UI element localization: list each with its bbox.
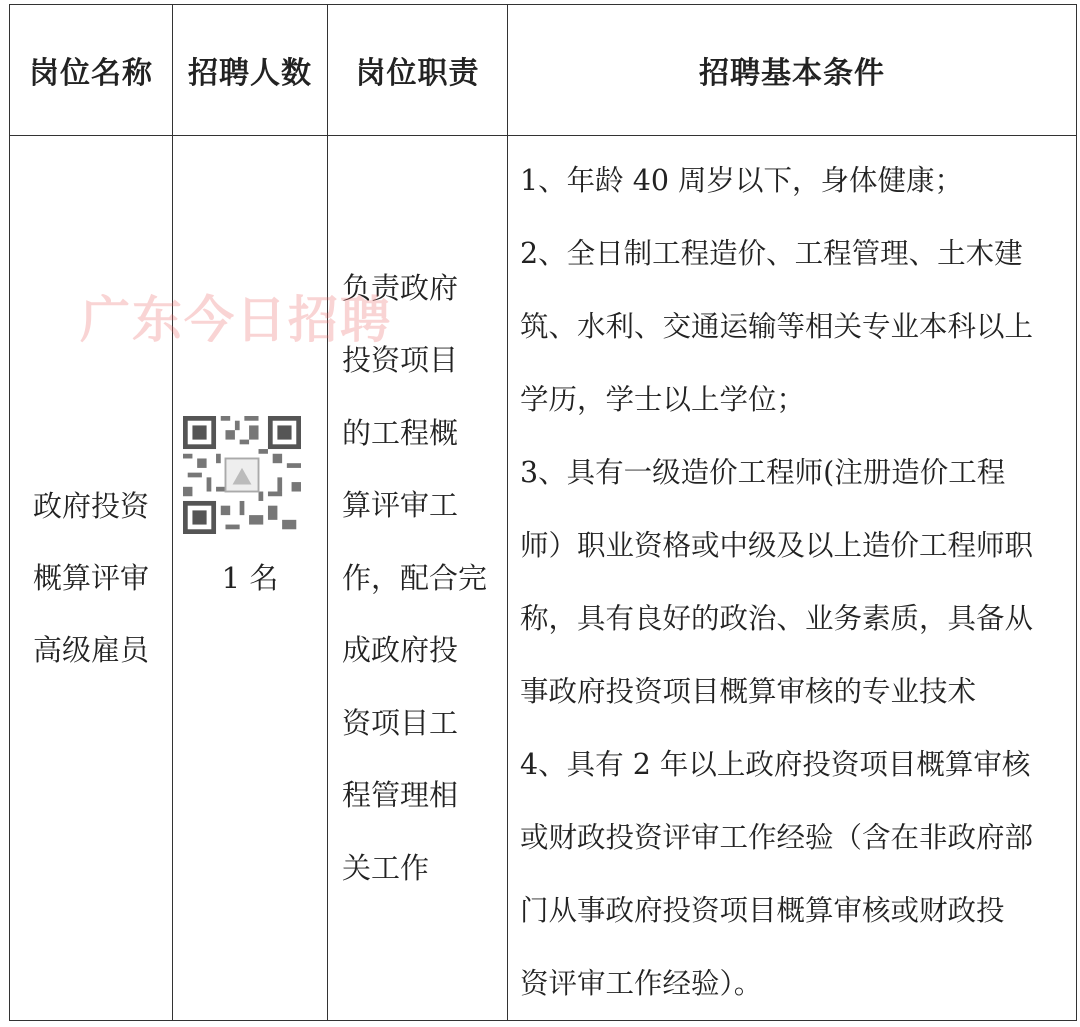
duties-cell <box>328 136 508 1021</box>
watermark: 广东今日招聘 <box>80 291 392 349</box>
requirement-line: 学历，学士以上学位； <box>520 383 806 416</box>
requirement-line: 资评审工作经验）。 <box>520 967 763 1000</box>
position-name-line: 政府投资 <box>32 489 149 523</box>
requirement-line: 4、具有 2 年以上政府投资项目概算审核 <box>520 748 1031 781</box>
requirement-line: 称，具有良好的政治、业务素质，具备从 <box>520 602 1034 635</box>
position-name-line: 高级雇员 <box>32 633 149 667</box>
header-row <box>10 5 1077 136</box>
requirement-line: 师）职业资格或中级及以上造价工程师职 <box>520 529 1034 562</box>
requirement-line: 1、年龄 40 周岁以下，身体健康； <box>520 164 964 197</box>
duty-line: 算评审工 <box>342 488 459 523</box>
headcount-value: 1 名 <box>221 561 279 595</box>
requirement-line: 筑、水利、交通运输等相关专业本科以上 <box>520 310 1034 343</box>
header-position-name: 岗位名称 <box>10 5 173 136</box>
header-duties: 岗位职责 <box>328 5 508 136</box>
requirement-line: 或财政投资评审工作经验（含在非政府部 <box>520 821 1034 854</box>
position-name-cell <box>10 136 173 1021</box>
duty-line: 投资项目 <box>342 343 459 378</box>
duty-line: 资项目工 <box>342 705 459 740</box>
headcount-cell <box>173 136 328 1021</box>
qr-code-icon <box>183 416 301 534</box>
header-headcount: 招聘人数 <box>173 5 328 136</box>
recruitment-table <box>9 4 1077 1021</box>
requirement-line: 3、具有一级造价工程师(注册造价工程 <box>520 456 1006 489</box>
header-requirements: 招聘基本条件 <box>508 5 1077 136</box>
duty-line: 负责政府 <box>342 270 459 305</box>
requirement-line: 门从事政府投资项目概算审核或财政投 <box>520 894 1005 927</box>
duty-line: 关工作 <box>342 850 430 885</box>
requirement-line: 事政府投资项目概算审核的专业技术 <box>520 675 977 708</box>
duty-line: 的工程概 <box>342 415 459 450</box>
duty-line: 作，配合完 <box>342 560 488 595</box>
duty-line: 成政府投 <box>342 633 459 668</box>
requirements-cell <box>508 136 1077 1021</box>
requirement-line: 2、全日制工程造价、工程管理、土木建 <box>520 237 1023 270</box>
position-name-line: 概算评审 <box>32 561 149 595</box>
table-row <box>10 136 1077 1021</box>
duty-line: 程管理相 <box>342 778 459 813</box>
